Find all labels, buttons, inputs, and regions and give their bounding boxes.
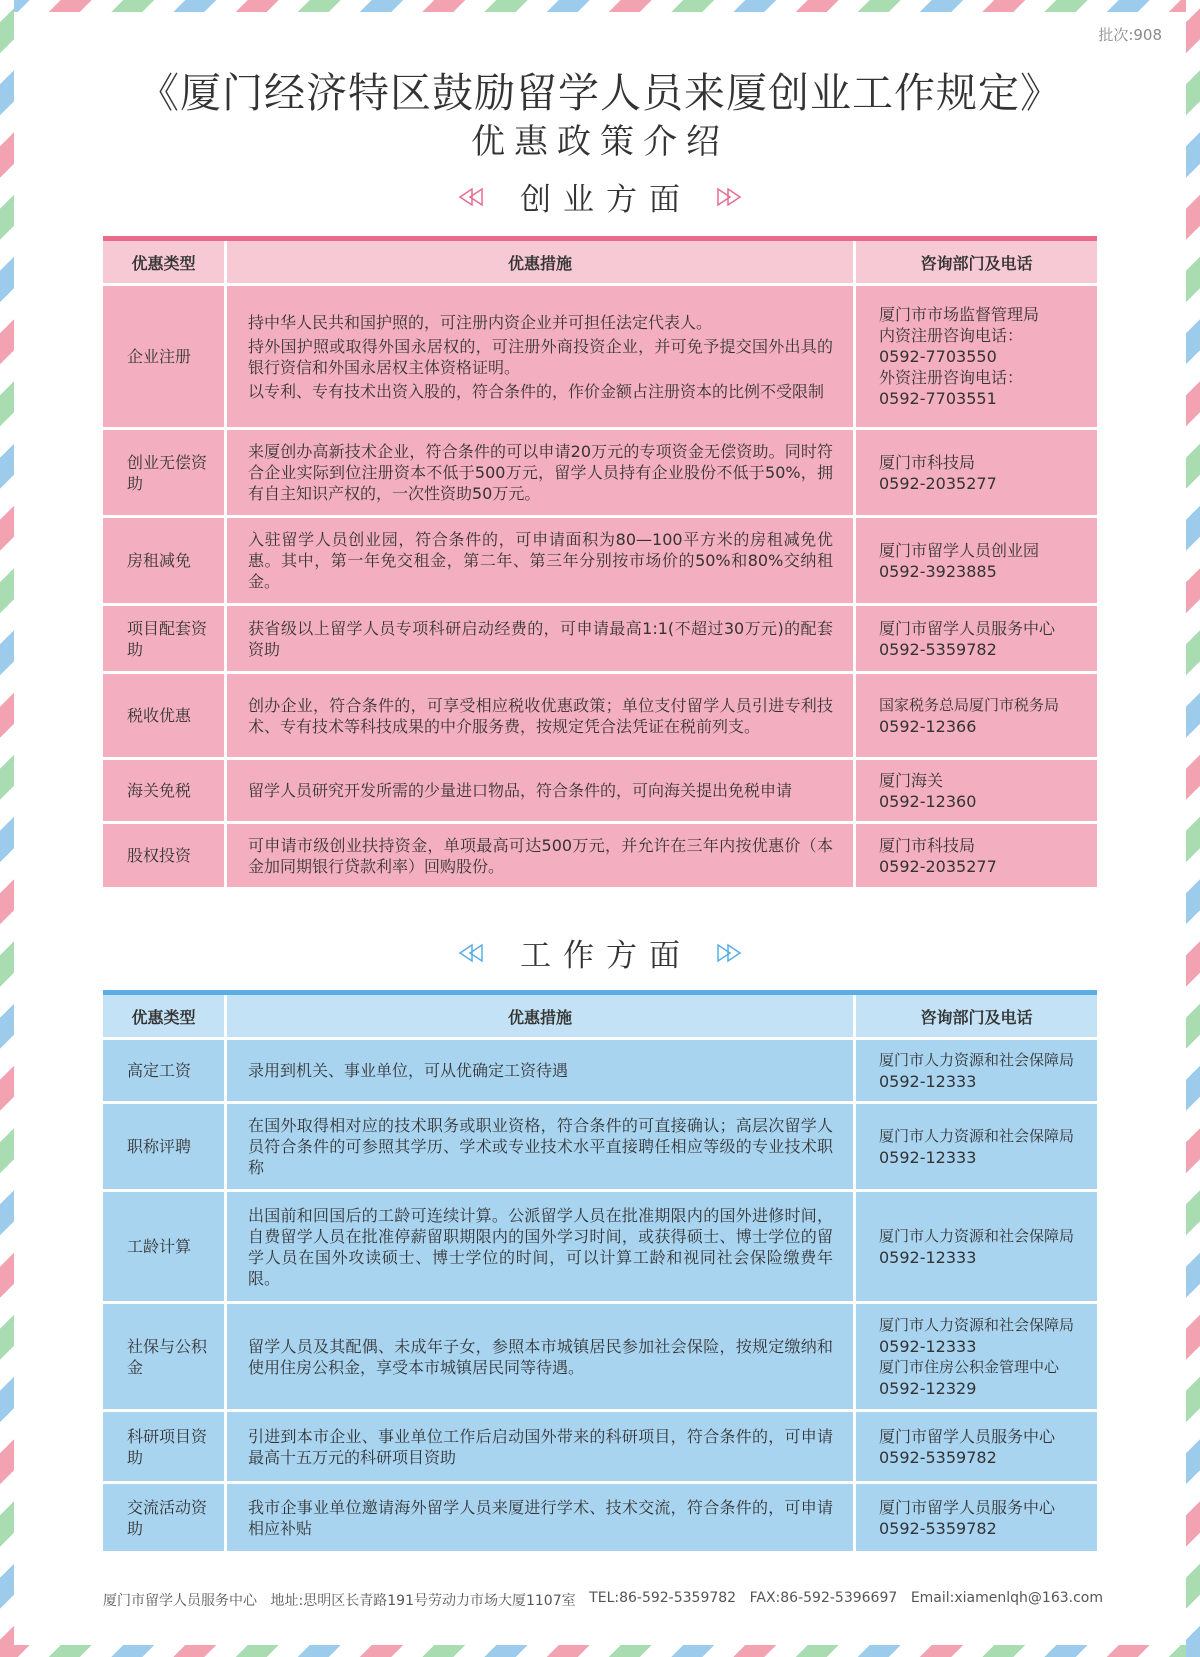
contact-dept: 厦门市科技局 (879, 835, 976, 855)
table-row (103, 1104, 1097, 1192)
contact-phone: 0592-5359782 (879, 1447, 997, 1467)
row-contact (856, 824, 1097, 890)
measure-text: 引进到本市企业、事业单位工作后启动国外带来的科研项目，符合条件的，可申请最高十五万元的科研项目资助 (248, 1426, 833, 1467)
row-measure (227, 1304, 856, 1412)
measure-text: 入驻留学人员创业园，符合条件的，可申请面积为80—100平方米的房租减免优惠。其中，第一年免交租金，第二年、第三年分别按市场价的50%和80%交纳租金。 (248, 530, 833, 591)
airmail-border-right (1186, 0, 1200, 1657)
row-contact (856, 1412, 1097, 1484)
row-contact (856, 1304, 1097, 1412)
contact-dept: 厦门海关 (879, 770, 944, 790)
row-contact (856, 1192, 1097, 1304)
section-title-startup (0, 174, 1200, 219)
row-type: 职称评聘 (103, 1104, 227, 1192)
contact-label: 内资注册咨询电话： (879, 326, 1024, 345)
footer (103, 1590, 1103, 1610)
double-left-arrow-icon (458, 942, 486, 964)
table-row (103, 824, 1097, 890)
table-header-row (103, 241, 1097, 286)
header-type: 优惠类型 (103, 995, 227, 1040)
row-measure (227, 1484, 856, 1554)
contact-phone: 0592-5359782 (879, 639, 997, 659)
batch-number: 批次:908 (1098, 26, 1162, 44)
footer-org: 厦门市留学人员服务中心 (103, 1593, 257, 1609)
header-measure: 优惠措施 (227, 995, 856, 1040)
row-measure (227, 1040, 856, 1104)
contact-phone: 0592-12366 (879, 716, 977, 736)
row-measure (227, 1104, 856, 1192)
row-type: 税收优惠 (103, 674, 227, 760)
contact-dept: 国家税务总局厦门市税务局 (879, 695, 1060, 714)
footer-email[interactable]: Email:xiamenlqh@163.com (910, 1590, 1103, 1606)
measure-text: 以专利、专有技术出资入股的，符合条件的，作价金额占注册资本的比例不受限制 (248, 381, 825, 401)
header-type: 优惠类型 (103, 241, 227, 286)
row-type: 项目配套资助 (103, 606, 227, 674)
row-type: 交流活动资助 (103, 1484, 227, 1554)
row-type: 房租减免 (103, 518, 227, 606)
measure-text: 留学人员研究开发所需的少量进口物品，符合条件的，可向海关提出免税申请 (248, 781, 793, 800)
header-contact: 咨询部门及电话 (856, 995, 1097, 1040)
airmail-border-bottom (0, 1645, 1200, 1657)
header-measure: 优惠措施 (227, 241, 856, 286)
row-type: 股权投资 (103, 824, 227, 890)
double-right-arrow-icon (714, 942, 742, 964)
row-type: 海关免税 (103, 760, 227, 824)
row-measure (227, 824, 856, 890)
contact-dept: 厦门市人力资源和社会保障局 (879, 1315, 1075, 1334)
measure-text: 录用到机关、事业单位，可从优确定工资待遇 (248, 1061, 569, 1080)
table-row (103, 430, 1097, 518)
row-type: 高定工资 (103, 1040, 227, 1104)
table-row (103, 1484, 1097, 1554)
double-left-arrow-icon (458, 186, 486, 208)
contact-dept: 厦门市市场监督管理局 (879, 305, 1040, 324)
contact-phone: 0592-12333 (879, 1071, 977, 1091)
footer-fax: FAX:86-592-5396697 (749, 1590, 898, 1606)
row-contact (856, 760, 1097, 824)
row-measure (227, 1192, 856, 1304)
page-subtitle: 优惠政策介绍 (471, 122, 729, 162)
section-title-work (0, 930, 1200, 975)
measure-text: 我市企事业单位邀请海外留学人员来厦进行学术、技术交流，符合条件的，可申请相应补贴 (248, 1497, 833, 1538)
row-measure (227, 430, 856, 518)
measure-text: 创办企业，符合条件的，可享受相应税收优惠政策；单位支付留学人员引进专利技术、专有技术等科技成果的中介服务费，按规定凭合法凭证在税前列支。 (248, 695, 833, 736)
table-header-row (103, 995, 1097, 1040)
row-contact (856, 674, 1097, 760)
startup-policy-table (103, 241, 1097, 890)
row-type: 社保与公积金 (103, 1304, 227, 1412)
work-policy-table (103, 995, 1097, 1554)
contact-phone: 0592-5359782 (879, 1518, 997, 1538)
page-title: 《厦门经济特区鼓励留学人员来厦创业工作规定》 (138, 69, 1062, 117)
contact-dept: 厦门市住房公积金管理中心 (879, 1357, 1060, 1376)
row-measure (227, 286, 856, 430)
row-contact (856, 518, 1097, 606)
row-measure (227, 760, 856, 824)
row-contact (856, 1104, 1097, 1192)
contact-dept: 厦门市留学人员创业园 (879, 540, 1040, 560)
measure-text: 持中华人民共和国护照的，可注册内资企业并可担任法定代表人。 (248, 312, 713, 332)
measure-text: 持外国护照或取得外国永居权的，可注册外商投资企业，并可免予提交国外出具的银行资信和外国永居权主体资格证明。 (248, 336, 833, 377)
table-row (103, 1192, 1097, 1304)
contact-dept: 厦门市人力资源和社会保障局 (879, 1126, 1075, 1145)
measure-text: 来厦创办高新技术企业，符合条件的可以申请20万元的专项资金无偿资助。同时符合企业实际到位注册资本不低于500万元，留学人员持有企业股份不低于50%，拥有自主知识产权的，一次性资助50万元。 (248, 442, 833, 503)
row-contact (856, 286, 1097, 430)
contact-dept: 厦门市人力资源和社会保障局 (879, 1050, 1075, 1069)
header-contact: 咨询部门及电话 (856, 241, 1097, 286)
row-contact (856, 1040, 1097, 1104)
row-measure (227, 674, 856, 760)
table-row (103, 760, 1097, 824)
row-type: 企业注册 (103, 286, 227, 430)
contact-label: 外资注册咨询电话： (879, 368, 1024, 387)
table-row (103, 1304, 1097, 1412)
table-row (103, 606, 1097, 674)
table-row (103, 518, 1097, 606)
row-measure (227, 606, 856, 674)
table-row (103, 674, 1097, 760)
measure-text: 留学人员及其配偶、未成年子女，参照本市城镇居民参加社会保险，按规定缴纳和使用住房公积金，享受本市城镇居民同等待遇。 (248, 1336, 833, 1377)
row-type: 科研项目资助 (103, 1412, 227, 1484)
airmail-border-top (0, 0, 1200, 12)
contact-phone: 0592-7703550 (879, 347, 997, 366)
double-right-arrow-icon (714, 186, 742, 208)
contact-phone: 0592-2035277 (879, 473, 997, 493)
section-title-text: 工作方面 (520, 938, 692, 974)
contact-phone: 0592-12333 (879, 1336, 977, 1356)
row-contact (856, 606, 1097, 674)
row-measure (227, 1412, 856, 1484)
table-row (103, 286, 1097, 430)
contact-phone: 0592-12329 (879, 1378, 977, 1398)
row-contact (856, 1484, 1097, 1554)
contact-phone: 0592-12360 (879, 791, 977, 811)
contact-dept: 厦门市科技局 (879, 452, 976, 472)
airmail-border-left (0, 0, 14, 1657)
footer-address: 地址:思明区长青路191号劳动力市场大厦1107室 (270, 1593, 576, 1609)
contact-phone: 0592-3923885 (879, 561, 997, 581)
row-type: 创业无偿资助 (103, 430, 227, 518)
measure-text: 出国前和回国后的工龄可连续计算。公派留学人员在批准期限内的国外进修时间，自费留学人员在批准停薪留职期限内的国外学习时间，或获得硕士、博士学位的留学人员在国外攻读硕士、博士学位的时间，可以计算工龄和视同社会保险缴费年限。 (248, 1205, 833, 1288)
measure-text: 获省级以上留学人员专项科研启动经费的，可申请最高1:1(不超过30万元)的配套资助 (248, 618, 833, 659)
contact-dept: 厦门市留学人员服务中心 (879, 1426, 1056, 1446)
row-type: 工龄计算 (103, 1192, 227, 1304)
table-row (103, 1040, 1097, 1104)
contact-phone: 0592-7703551 (879, 389, 997, 408)
contact-dept: 厦门市留学人员服务中心 (879, 1497, 1056, 1517)
section-title-text: 创业方面 (520, 182, 692, 218)
table-row (103, 1412, 1097, 1484)
contact-phone: 0592-12333 (879, 1147, 977, 1167)
contact-phone: 0592-2035277 (879, 856, 997, 876)
footer-tel: TEL:86-592-5359782 (589, 1590, 737, 1606)
contact-phone: 0592-12333 (879, 1247, 977, 1267)
contact-dept: 厦门市人力资源和社会保障局 (879, 1226, 1075, 1245)
contact-dept: 厦门市留学人员服务中心 (879, 618, 1056, 638)
row-contact (856, 430, 1097, 518)
row-measure (227, 518, 856, 606)
measure-text: 可申请市级创业扶持资金，单项最高可达500万元，并允许在三年内按优惠价（本金加同期银行贷款利率）回购股份。 (248, 835, 833, 876)
measure-text: 在国外取得相对应的技术职务或职业资格，符合条件的可直接确认；高层次留学人员符合条件的可参照其学历、学术或专业技术水平直接聘任相应等级的专业技术职称 (248, 1116, 833, 1177)
